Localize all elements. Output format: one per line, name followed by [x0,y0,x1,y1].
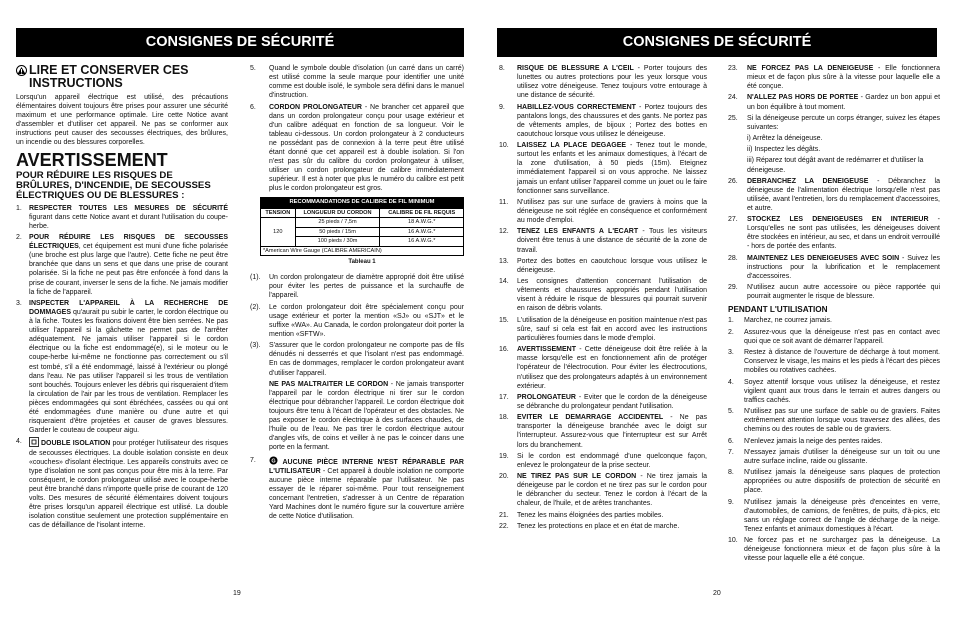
list-item [728,93,940,111]
item-number: (2). [250,303,261,311]
item-number: 8. [499,65,505,72]
item-number: 13. [499,257,509,265]
item-number: 27. [728,216,738,224]
item-lead: NE FORCEZ PAS LA DENEIGEUSE [747,65,874,72]
table-note: *American Wire Gauge (CALIBRE AMERICAIN) [261,246,464,256]
section-header: CONSIGNES DE SÉCURITÉ [16,28,464,57]
list-item [728,64,940,91]
step-item: ii) Inspectez les dégâts. [747,146,821,154]
svg-text:G: G [271,458,276,465]
item-number: 21. [499,511,509,519]
item-text: Les consignes d'attention concernant l'utilisation de vêtements et chaussures appropriés pendant l'utilisation visent à réduire le risque de blessures qui pourrait survenir en raison de débris volants. [517,278,707,313]
item-number: 23. [728,65,738,72]
list-item [728,114,940,132]
item-text: - Ne pas transporter la déneigeuse branchée avec le doigt sur l'interrupteur. Assurez-vous que l'interrupteur est sur Arrêt lors du branchement. [517,414,707,449]
list-item [728,215,940,251]
intro-paragraph: Lorsqu'un appareil électrique est utilisé, des précautions élémentaires doivent toujours être prises pour assurer une sécurité maximum et une performance optimale. Lire cette Notice avant d'assembler et d'utiliser cet appareil. Ne pas se conformer aux instructions peut causer des secousses électriques, des brûlures, un incendie ou des blessures corporelles. [16,94,228,147]
item-number: 6. [250,103,256,111]
list-item: 7. G AUCUNE PIÈCE INTERNE N'EST RÉPARABLE PAR L'UTILISATEUR - Cet appareil à double isolation ne comporte aucune pièce interne réparable par l'utilisateur. Ne pas essayer de le réparer soi-même. Pour tout renseignement concernant l'entretien, s'adresser à un Centre de réparation Yard Machines dont le numéro figure sur la couverture arrière de cette Notice d'utilisation. [250,456,464,521]
item-text: Ne forcez pas et ne surchargez pas la déneigeuse. La déneigeuse fonctionnera mieux et de façon plus sûre à la vitesse pour laquelle elle a été conçue. [744,537,940,563]
table-caption: Tableau 1 [348,259,376,266]
item-text: Tenez les protections en place et en état de marche. [517,523,680,531]
item-lead: INSPECTER L'APPAREIL À LA RECHERCHE DE DOMMAGES [29,299,228,316]
item-text: - Portez toujours des pantalons longs, des chaussures et des gants. Ne portez pas de vêtements amples, de bijoux ; Portez des bottes en caoutchouc lorsque vous utilisez le déneigeuse. [517,103,707,138]
item-text: , cet équipement est muni d'une fiche polarisée (une broche est plus large que l'autre). Cette fiche ne peut être branchée que dans un sens et que dans une prise de courant polarisée. Si la fiche ne peut pas être enfoncée à fond dans la prise de courant, inverser le sens de la fiche. Ne jamais modifier la fiche de l'appareil. [29,243,228,296]
item-number: 5. [250,65,256,72]
list-item [728,536,940,563]
section-header: CONSIGNES DE SÉCURITÉ [497,28,937,57]
column-1 [16,64,228,533]
item-text: - Gardez un bon appui et un bon équilibre à tout moment. [747,94,941,111]
item-text: - Lorsqu'elles ne sont pas utilisées, les déneigeuses doivent être stockées en intérieur, au sec, et dans un endroit verrouillé - hors de portée des enfants. [747,216,941,251]
list-item [728,498,940,534]
list-item [250,64,464,100]
page-right [477,0,954,618]
item-text: - Ne tirez jamais la déneigeuse par le cordon et ne tirez pas sur le cordon pour le débrancher du secteur. Tenez le cordon à l'écart de la chaleur, de l'huile, et de arêtes tranchantes. [517,473,707,508]
item-number: 18. [499,414,509,422]
list-item: NE PAS MALTRAITER LE CORDON - Ne jamais transporter l'appareil par le cordon électrique ni tirer sur le cordon électrique pour débrancher l'appareil. Le cordon électrique doit toujours être tenu à l'écart de l'opérateur et des obstacles. Ne pas exposer le cordon électrique à des surfaces chaudes, de l'huile ou de l'eau. Ne pas tirer le cordon électrique autour d'angles vifs, de coins et veiller à ne pas le coincer dans une porte en la fermant. [269,380,465,452]
item-text: - Débranchez la déneigeuse de l'alimentation électrique lorsqu'elle n'est pas utilisée, avant l'entretien, lors du remplacement d'accessoires, et autre. [747,177,940,212]
list-item [499,277,707,313]
item-number: 16. [499,346,509,354]
item-number: 12. [499,228,509,236]
safety-list [16,204,228,531]
table-cell: 50 pieds / 15m [295,227,380,237]
list-item [499,141,707,196]
item-number: 14. [499,278,509,286]
item-text: Portez des bottes en caoutchouc lorsque vous utilisez le déneigeuse. [517,257,707,274]
item-text: - Cette déneigeuse doit être reliée à la masse lorsqu'elle est en fonctionnement afin de protéger l'opérateur de l'électrocution. Pour éviter les électrocutions, n'utilisez que des prolongateurs adaptés à un environnement extérieur. [517,346,707,390]
item-text: Le cordon prolongateur doit être spécialement conçu pour usage extérieur et porter la mention «SJ» ou «SJT» et le suffixe «WA». Au Canada, le cordon prolongateur doit porter la mention «SFTW». [269,303,464,338]
item-number: 25. [728,114,738,122]
item-lead: LAISSEZ LA PLACE DEGAGEE [517,142,627,150]
list-item [250,103,464,194]
item-lead: N'ALLEZ PAS HORS DE PORTEE [747,94,859,102]
list-item [16,299,228,435]
item-text: N'utilisez pas sur une surface de graviers à moins que la déneigeuse ne soit réglée en conséquence et conformément au mode d'emploi. [517,198,707,225]
item-text: figurant dans cette Notice avant et durant l'utilisation du coupe-herbe. [29,213,228,230]
item-text: Soyez attentif lorsque vous utilisez la déneigeuse, et restez vigilent quant aux trous dans le terrain et autres dangers ou traffics cachés. [744,378,940,404]
safety-list-5 [728,177,940,302]
item-number: 10. [728,537,738,545]
item-number: 20. [499,473,509,481]
item-lead: EVITER LE DEMARRAGE ACCIDENTEL [517,414,664,422]
item-lead: TENEZ LES ENFANTS A L'ECART [517,228,639,236]
item-number: 5. [728,408,734,416]
item-text: - Suivez les instructions pour la lubrification et le remplacement d'accessoires. [747,254,941,280]
double-insulation-icon [29,437,39,447]
avertissement-heading: AVERTISSEMENT [16,149,168,170]
warning-icon [16,65,27,76]
item-text: N'utilisez jamais la déneigeuse sans plaques de protection appropriées ou autre dispositifs de protection de sécurité en place. [744,469,940,495]
item-text: Tenez les mains éloignées des parties mobiles. [517,511,664,519]
item-number: 3. [728,349,734,357]
column-3 [499,64,707,533]
list-item [728,378,940,405]
safety-list-2 [250,64,464,194]
list-item [499,511,707,520]
item-number: 1. [728,317,734,325]
list-item [16,233,228,297]
item-lead: PROLONGATEUR [517,393,576,401]
table-voltage: 120 [261,218,296,247]
item-number: 29. [728,284,738,292]
item-number: (1). [250,274,261,282]
step-item: i) Arrêtez la déneigeuse. [747,135,823,143]
item-text: qu'aurait pu subir le carter, le cordon électrique ou à la fiche. Toutes les fixations doivent être bien serrées. Ne pas utiliser l'appareil si la gâchette ne permet pas de l'arrêter adéquatement. Ne jamais utiliser l'appareil si le cordon électrique ou la fiche est endommagé(e), si le moteur ou le coupe-herbe lui-même ne fonctionne pas correctement ou s'il est tombé, s'il a été endommagé, laissé à l'extérieur ou plongé dans l'eau. Ne pas utiliser l'appareil si les trous de ventilation sont bouchés. Toujours enlever les débris qui risqueraient d'item la circulation de l'air par les trous de ventilation. Remplacer les pièces endommagées qui sont ébréchées, cassées ou qui ont été endommagées d'une manière ou d'une autre et qui risqueraient d'être projetées et causer de graves blessures. Garder le couteau de coupeur aigu. [29,308,228,435]
item-number: 4. [16,438,22,446]
item-number: 15. [499,316,509,324]
item-text: - Porter toujours des lunettes ou autres protections pour les yeux lorsque vous utilisez votre déneigeuse. Tenez toujours votre entourage à une distance de sécurité. [517,65,707,100]
table-cell: 18 A.W.G.* [380,218,464,228]
list-item [250,303,464,339]
item-text: N'utilisez jamais la déneigeuse près d'enceintes en verre, d'automobiles, de camions, de fenêtres, de puits, d'à-pics, etc sans un réglage correct de l'angle de décharge de la neige. Tenez enfants et animaux domestiques à l'écart. [744,498,940,533]
service-icon [269,456,278,465]
item-text: Si le cordon est endommagé d'une quelconque façon, enlevez le prolongateur de la prise secteur. [517,452,707,469]
instructions-heading: LIRE ET CONSERVER CES INSTRUCTIONS [16,64,228,90]
item-number: 2. [728,328,734,336]
item-number: 17. [499,393,509,401]
list-item [250,341,464,377]
item-number: 2. [16,234,22,242]
item-number: 4. [728,378,734,386]
risk-subheading: POUR RÉDUIRE LES RISQUES DE BRÛLURES, D'INCENDIE, DE SECOUSSES ÉLECTRIQUES OU DE BLESSURES : [16,169,211,201]
table-cell: 16 A.W.G.* [380,227,464,237]
list-item [728,316,940,325]
table-cell: 25 pieds / 7,5m [295,218,380,228]
list-item [499,413,707,449]
item-text: Quand le symbole double d'isolation (un carré dans un carré) est utilisé comme la seule marque pour identifier une unité comme est double isolé, le symbole sera défini dans le manuel d'instruction. [269,65,464,100]
item-text: - Elle fonctionnera mieux et de façon plus sûre à la vitesse pour laquelle elle a été conçue. [747,65,941,91]
item-text: Si la déneigeuse percute un corps étranger, suivez les étapes suivantes: [747,114,940,131]
item-number: 6. [728,437,734,445]
item-number: 1. [16,204,22,212]
list-item [499,103,707,139]
list-item [499,522,707,531]
item-lead: AVERTISSEMENT [517,346,576,354]
item-lead: HABILLEZ-VOUS CORRECTEMENT [517,103,636,111]
item-number: 11. [499,198,509,206]
item-text: L'utilisation de la déneigeuse en position maintenue n'est pas sûre, sauf si cela est fait en accord avec les instructions particulières fournies dans le mode d'emploi. [517,316,707,342]
item-lead: RESPECTER TOUTES LES MESURES DE SÉCURITÉ [29,204,228,212]
list-item [728,283,940,301]
item-number: 7. [728,448,734,456]
item-text: N'utilisez aucun autre accessoire ou pièce rapportée qui pourrait augmenter le risque de blessure. [747,284,940,301]
step-item: iii) Réparez tout dégât avant de redémarrer et d'utiliser la déneigeuse. [747,157,924,174]
item-text: N'utilisez pas sur une surface de sable ou de graviers. Faites extrêmement attention lorsque vous traversez des allées, des chemins ou des routes de sable ou de graviers. [744,408,940,434]
item-lead: RISQUE DE BLESSURE A L'CEIL [517,65,634,72]
page-number: 20 [713,590,721,597]
list-item [728,448,940,466]
item-text: - Tous les visiteurs doivent être tenus à une distance de sécurité de la zone de travail. [517,228,708,254]
table-cell: 16 A.W.G.* [380,237,464,247]
item-text: - Eviter que le cordon de la déneigeuse se débranche du prolongateur pendant l'utilisation. [517,393,707,410]
item-text: Marchez, ne courrez jamais. [744,317,832,325]
table-title: RECOMMANDATIONS DE CALIBRE DE FIL MINIMUM [260,197,464,208]
list-item [728,348,940,375]
page-number: 19 [233,590,241,597]
list-item [499,393,707,411]
item-number: 24. [728,94,738,102]
column-4 [728,64,940,566]
item-text: N'essayez jamais d'utiliser la déneigeuse sur un toit ou une autre surface incline, raide ou glissante. [744,448,940,465]
item-text: Restez à distance de l'ouverture de décharge à tout moment. Conservez le visage, les mains et les pieds à l'écart des pièces mobiles ou rotatives cachées. [744,349,940,375]
item-number: 19. [499,452,509,460]
item-lead: POUR RÉDUIRE LES RISQUES DE SECOUSSES ÉLECTRIQUES [29,234,228,251]
list-item [728,468,940,495]
item-number: 9. [499,103,505,111]
list-item [499,227,707,254]
section-heading: PENDANT L'UTILISATION [728,305,828,315]
item-lead: MAINTENEZ LES DENEIGEUSES AVEC SOIN [747,254,900,262]
table-header-length: LONGUEUR DU CORDON [295,208,380,218]
list-item [728,177,940,213]
item-lead: STOCKEZ LES DENEIGEUSES EN INTERIEUR [747,216,929,224]
item-text: - Tenez tout le monde, surtout les enfants et les animaux domestiques, à l'écart de la zone d'utilisation, à 50 pieds (15m). Eteignez immédiatement l'appareil si on vous approche. Ne laissez jamais un enfant utiliser l'appareil comme un jouet ou le faire fonctionner sans surveillance. [517,142,707,195]
list-item [728,407,940,434]
table-header-tension: TENSION [261,208,296,218]
item-text: pour protéger l'utilisateur des risques de secousses électriques. La double isolation consiste en deux «couches» d'isolant électrique. Les appareils construits avec ce type d'isolation ne sont pas conçus pour être mis à la terre. Par conséquent, le cordon prolongateur utilisé avec le coupe-herbe peut être branché dans n'importe quelle prise de courant de 120 volts. Des mesures de sécurité élémentaires doivent toujours être prises lorsqu'un appareil électrique est utilisé. La double isolation constitue seulement une protection supplémentaire en cas de défaillance de l'isolant interne. [29,440,228,530]
item-text: - Ne brancher cet appareil que dans un cordon prolongateur conçu pour usage extérieur et d'un calibre adéquat en fonction de sa longueur. Voir le tableau ci-dessous. Un cordon prolongateur à 2 conducteurs ne possédant pas de connexion à la terre peut être utilisé étant donné que cet appareil est à double isolation. Si l'on n'est pas sûr du calibre du cordon prolongateur à utiliser, utiliser un cordon prolongateur de calibre immédiatement supérieur. Il est à noter que plus le numéro du calibre est petit plus le cordon prolongateur est gros. [269,103,464,193]
list-item [499,472,707,508]
steps-list [728,134,940,174]
safety-list-4 [728,64,940,132]
item-lead: NE TIREZ PAS SUR LE CORDON [517,473,637,481]
list-item [728,437,940,446]
item-text: N'enlevez jamais la neige des pentes raides. [744,437,883,445]
item-lead: DEBRANCHEZ LA DENEIGEUSE [747,177,869,185]
column-2 [250,64,464,523]
list-item [499,452,707,470]
item-number: 9. [728,498,734,506]
item-number: 26. [728,177,738,185]
item-number: 3. [16,299,22,307]
list-item [499,64,707,100]
list-item [499,257,707,275]
item-text: S'assurer que le cordon prolongateur ne comporte pas de fils dénudés ni desserrés et que l'isolant n'est pas endommagé. En cas de dommages, remplacer le cordon prolongateur avant d'utiliser l'appareil. [269,342,464,377]
list-item [728,254,940,281]
table-cell: 100 pieds / 30m [295,237,380,247]
operation-list [728,316,940,563]
list-item [499,345,707,390]
list-item [499,316,707,343]
list-item [16,437,228,530]
list-item [499,198,707,225]
safety-list-3 [499,64,707,531]
item-lead: CORDON PROLONGATEUR [269,103,362,111]
cord-notes [250,273,464,377]
item-number: 8. [728,469,734,477]
item-text: Un cordon prolongateur de diamètre approprié doit être utilisé pour éviter les pertes de puissance et la surchauffe de l'appareil. [269,274,464,300]
table-header-gauge: CALIBRE DE FIL REQUIS [380,208,464,218]
item-number: 22. [499,523,509,531]
item-number: (3). [250,342,261,350]
item-text: Assurez-vous que la déneigeuse n'est pas en contact avec quoi que ce soit avant de démarrer l'appareil. [744,328,940,345]
list-item [728,328,940,346]
list-item [16,204,228,231]
wire-gauge-table [260,197,464,268]
item-number: 10. [499,142,509,150]
list-item [250,273,464,300]
item-number: 28. [728,254,738,262]
item-lead: DOUBLE ISOLATION [41,440,111,448]
